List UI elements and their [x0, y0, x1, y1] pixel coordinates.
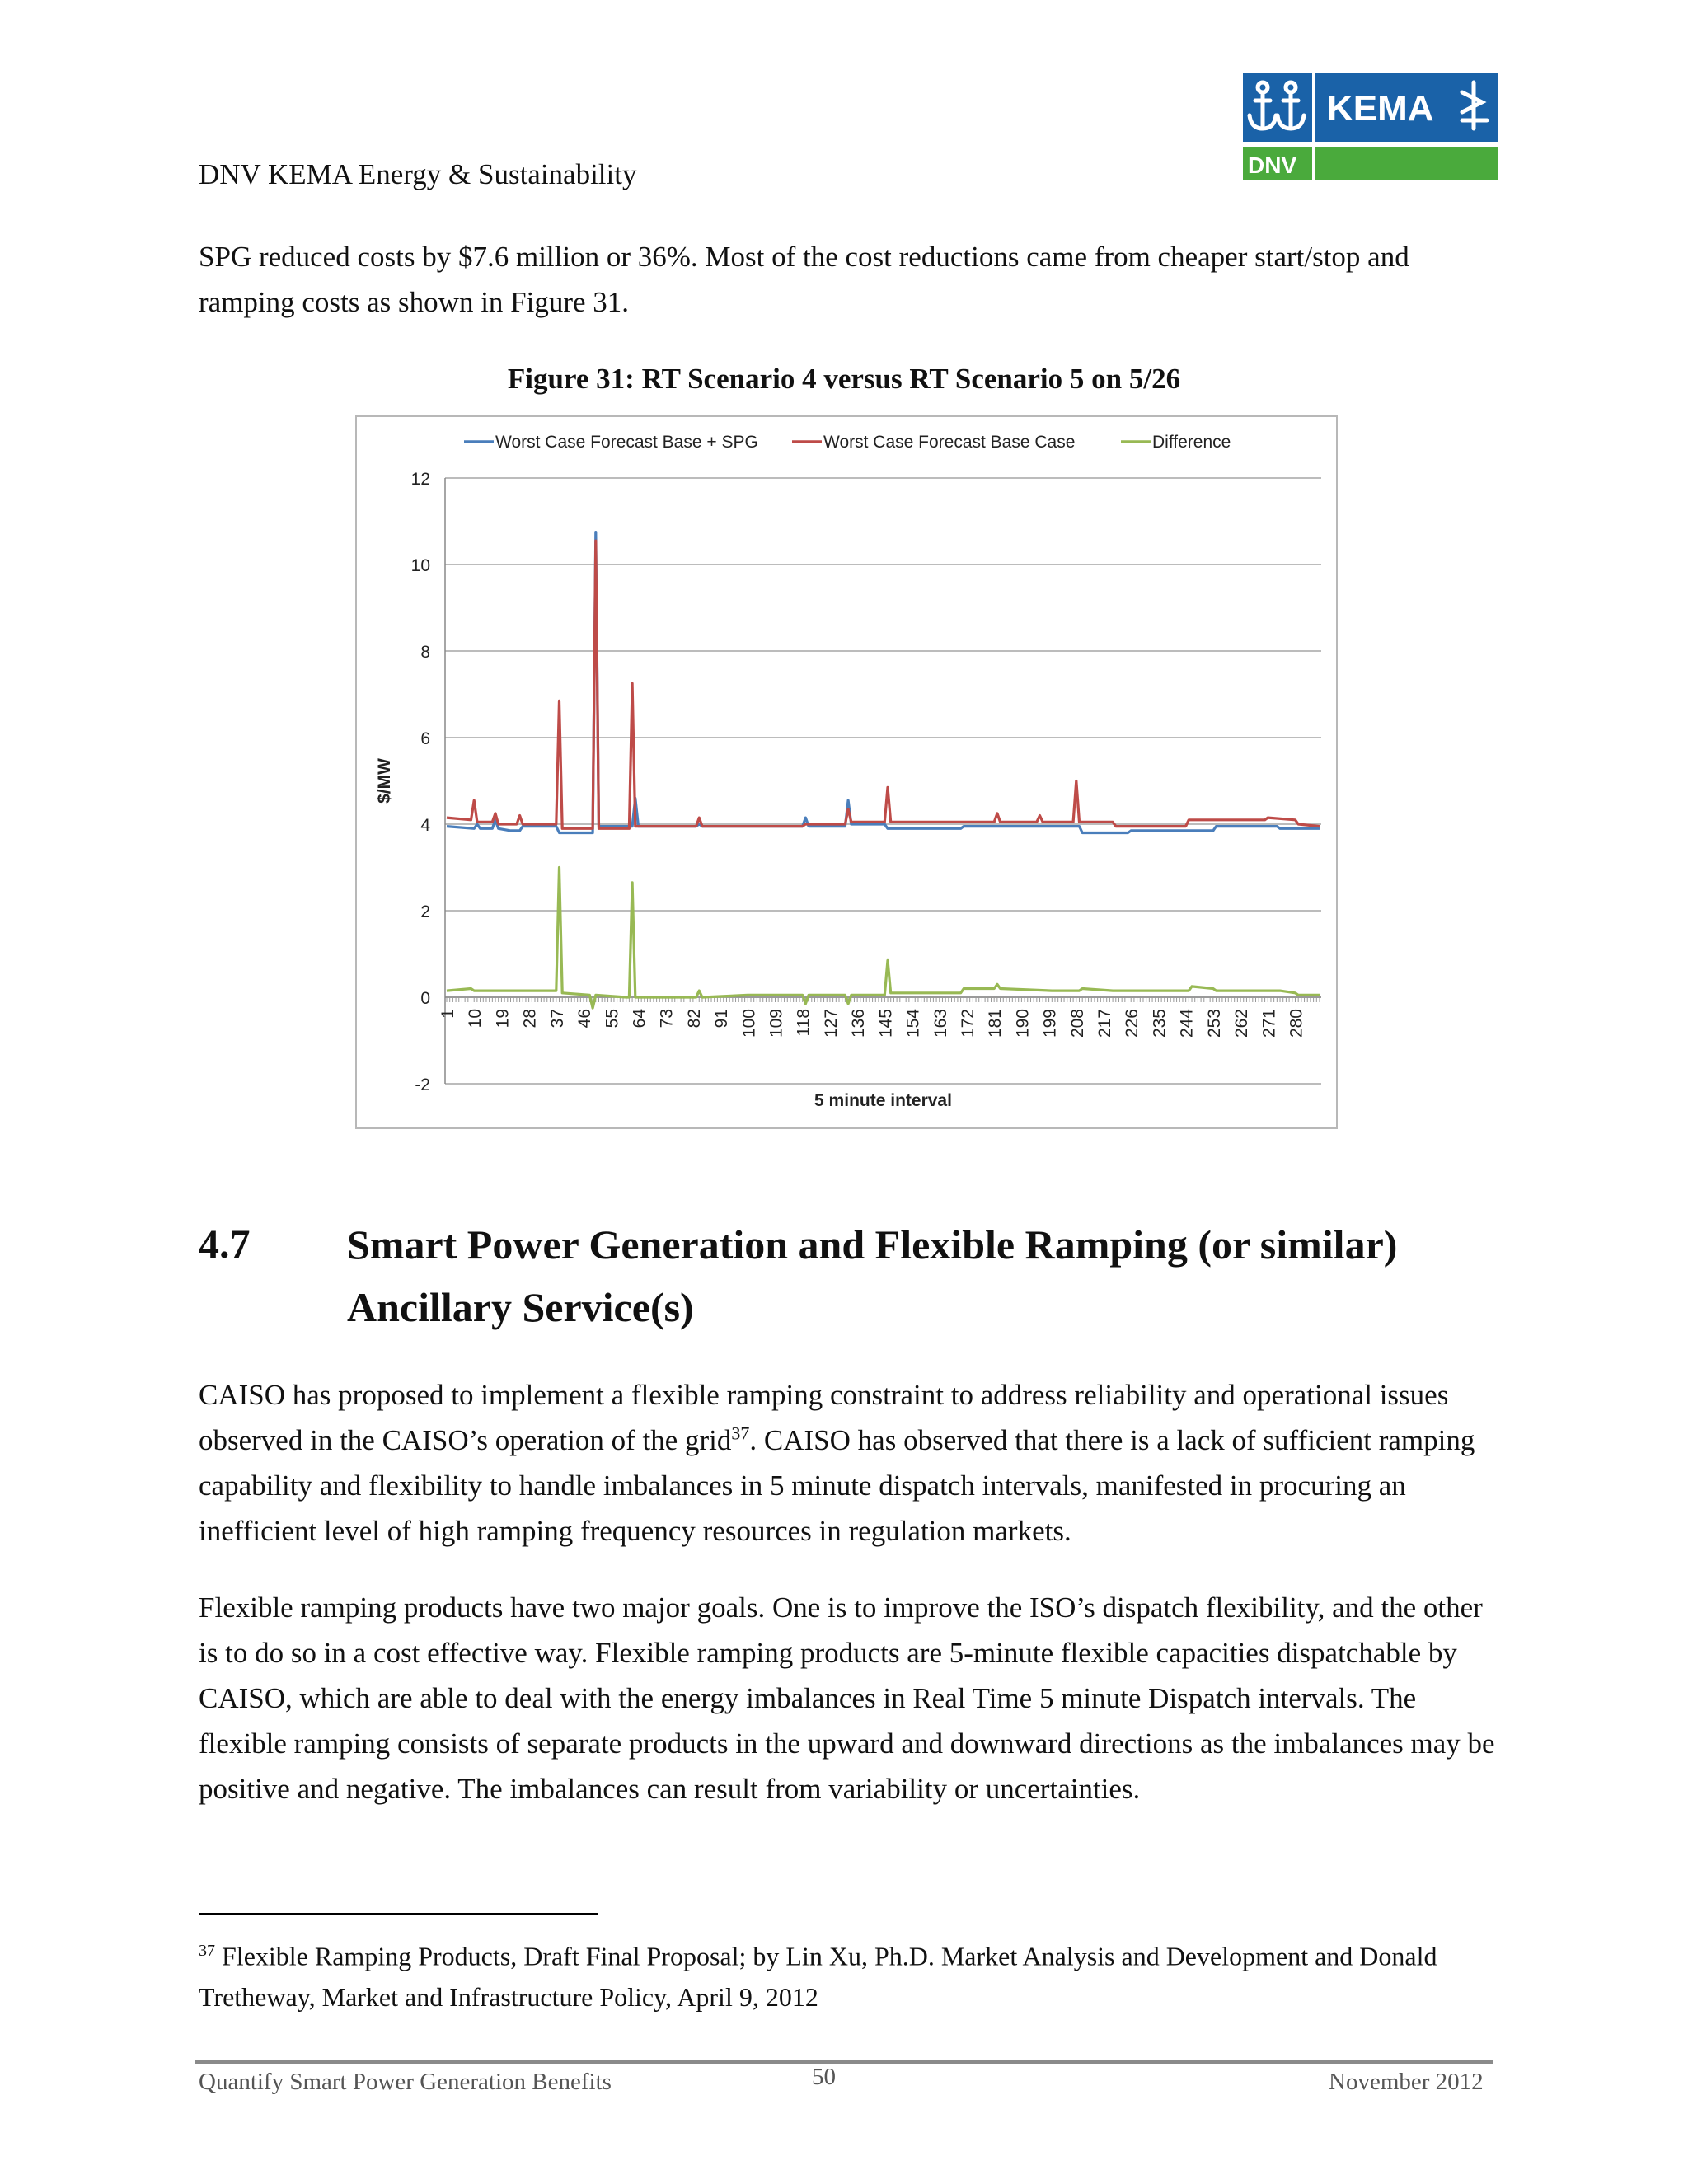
x-tick-label: 163	[931, 1009, 950, 1038]
x-tick-label: 226	[1123, 1009, 1142, 1038]
x-tick-label: 271	[1259, 1009, 1279, 1038]
x-tick-label: 100	[739, 1009, 759, 1038]
logo-kema-text: KEMA	[1327, 88, 1434, 129]
x-tick-label: 172	[958, 1009, 978, 1038]
footer-title: Quantify Smart Power Generation Benefits	[199, 2069, 612, 2095]
y-tick-label: 4	[420, 816, 430, 835]
series-line-spg	[447, 532, 1320, 833]
x-tick-label: 145	[876, 1009, 896, 1038]
x-tick-label: 28	[520, 1009, 540, 1029]
page-number: 50	[812, 2064, 836, 2090]
y-tick-label: 6	[420, 729, 430, 748]
x-tick-label: 154	[903, 1009, 923, 1038]
body-paragraph-1-start: CAISO has proposed to implement a flexible ramping constraint to address reliability and operational issues observed in the CAISO’s operation of the grid	[199, 1379, 1449, 1456]
footnote	[199, 1931, 1517, 2018]
kema-logo	[1243, 73, 1498, 180]
x-tick-label: 199	[1040, 1009, 1060, 1038]
x-tick-label: 208	[1067, 1009, 1087, 1038]
x-tick-label: 64	[630, 1009, 649, 1029]
x-tick-label: 262	[1232, 1009, 1252, 1038]
x-tick-label: 19	[493, 1009, 513, 1029]
x-tick-label: 55	[603, 1009, 622, 1029]
logo-dnv-text: DNV	[1248, 152, 1297, 178]
line-chart	[357, 417, 1336, 1127]
chart-frame	[355, 415, 1338, 1129]
section-title: Smart Power Generation and Flexible Ramping (or similar) Ancillary Service(s)	[347, 1221, 1398, 1330]
series-line-difference	[447, 868, 1320, 1009]
x-tick-label: 280	[1287, 1009, 1306, 1038]
y-tick-label: 12	[410, 470, 430, 489]
footnote-ref[interactable]: 37	[731, 1422, 750, 1444]
x-tick-label: 109	[767, 1009, 786, 1038]
x-tick-label: 136	[849, 1009, 869, 1038]
body-paragraph-1	[199, 1372, 1501, 1554]
legend-label: Worst Case Forecast Base Case	[823, 433, 1076, 452]
x-tick-label: 82	[684, 1009, 704, 1029]
y-tick-label: 2	[420, 902, 430, 921]
x-axis-title: 5 minute interval	[814, 1091, 952, 1110]
y-tick-label: 0	[420, 989, 430, 1008]
footnote-number: 37	[199, 1942, 215, 1960]
x-tick-label: 235	[1150, 1009, 1170, 1038]
footer-date: November 2012	[1329, 2069, 1484, 2095]
x-tick-label: 91	[712, 1009, 732, 1029]
figure-caption: Figure 31: RT Scenario 4 versus RT Scenario 5 on 5/26	[507, 363, 1181, 395]
x-tick-label: 190	[1013, 1009, 1033, 1038]
x-tick-label: 46	[575, 1009, 595, 1029]
y-tick-label: -2	[415, 1076, 430, 1094]
body-paragraph-2: Flexible ramping products have two major goals. One is to improve the ISO’s dispatch flexibility, and the other is to do so in a cost effective way. Flexible ramping products are 5-minute flexible capacities dispatchable by CAISO, which are able to deal with the energy imbalances in Real Time 5 minute Dispatch intervals. The flexible ramping consists of separate products in the upward and downward directions as the imbalances may be positive and negative. The imbalances can result from variability or uncertainties.	[199, 1591, 1495, 1805]
y-tick-label: 8	[420, 643, 430, 662]
x-tick-label: 217	[1095, 1009, 1115, 1038]
y-tick-label: 10	[410, 556, 430, 575]
x-tick-label: 244	[1177, 1009, 1197, 1038]
x-tick-label: 10	[466, 1009, 485, 1029]
x-tick-label: 253	[1204, 1009, 1224, 1038]
footer-divider	[195, 2060, 1493, 2064]
intro-paragraph: SPG reduced costs by $7.6 million or 36%. Most of the cost reductions came from cheaper start/stop and ramping costs as shown in Figure 31.	[199, 241, 1409, 318]
legend-label: Worst Case Forecast Base + SPG	[495, 433, 758, 452]
section-number: 4.7	[199, 1221, 251, 1267]
x-tick-label: 181	[986, 1009, 1006, 1038]
x-tick-label: 73	[657, 1009, 677, 1029]
body-paragraph-1-end: . CAISO has observed that there is a lack of sufficient ramping capability and flexibility to handle imbalances in 5 minute dispatch intervals, manifested in procuring an inefficient level of high ramping frequency resources in regulation markets.	[199, 1424, 1475, 1547]
footnote-divider	[199, 1913, 598, 1915]
x-tick-label: 1	[438, 1009, 457, 1019]
footnote-text: Flexible Ramping Products, Draft Final Proposal; by Lin Xu, Ph.D. Market Analysis and Development and Donald Tretheway, Market and Infrastructure Policy, April 9, 2012	[199, 1941, 1437, 2012]
series-line-base-case	[447, 541, 1320, 828]
legend-label: Difference	[1152, 433, 1231, 452]
header-org: DNV KEMA Energy & Sustainability	[199, 158, 637, 190]
y-axis-title: $/MW	[375, 758, 394, 804]
x-tick-label: 127	[821, 1009, 841, 1038]
x-tick-label: 118	[794, 1009, 814, 1037]
x-tick-label: 37	[547, 1009, 567, 1029]
